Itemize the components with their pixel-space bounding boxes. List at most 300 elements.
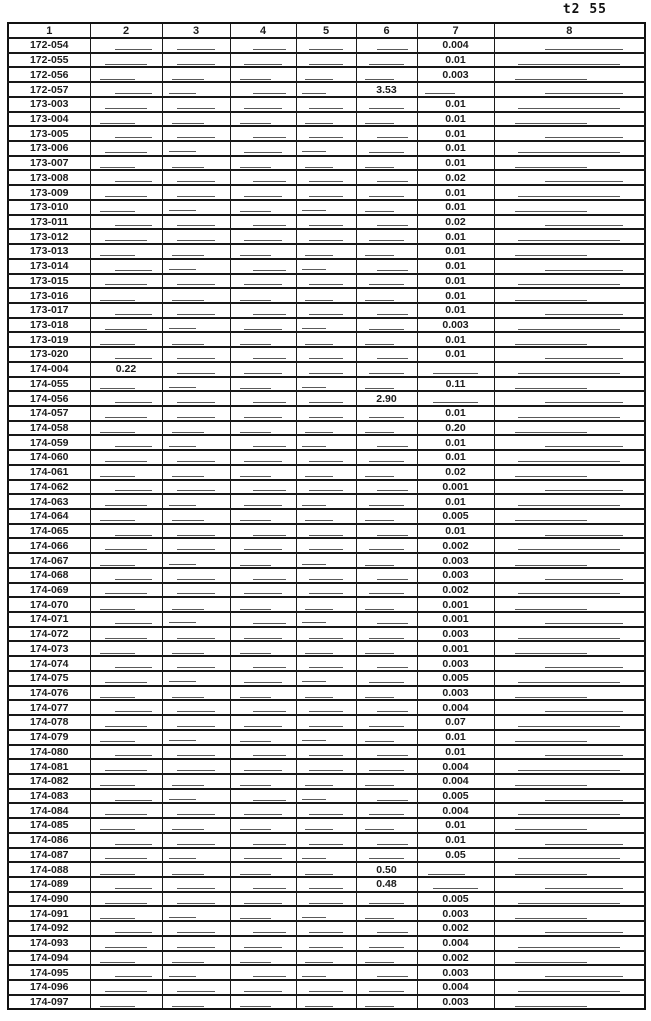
value-cell [90, 921, 162, 936]
value-cell [230, 730, 296, 745]
value-cell [494, 126, 645, 141]
value-cell [230, 553, 296, 568]
value-cell [494, 67, 645, 82]
value-cell: 0.01 [417, 833, 494, 848]
row-id-cell: 173-006 [8, 141, 90, 156]
value-cell [162, 200, 230, 215]
value-cell [230, 362, 296, 377]
value-cell [494, 789, 645, 804]
value-cell: 0.003 [417, 965, 494, 980]
value-cell [162, 818, 230, 833]
value-cell [90, 406, 162, 421]
row-id-cell: 174-089 [8, 877, 90, 892]
table-row [8, 936, 645, 951]
value-cell [90, 597, 162, 612]
value-cell [230, 671, 296, 686]
table-row [8, 112, 645, 127]
value-cell [296, 730, 356, 745]
value-cell [162, 259, 230, 274]
value-cell [90, 170, 162, 185]
value-cell [162, 362, 230, 377]
value-cell [356, 671, 417, 686]
value-cell [230, 244, 296, 259]
value-cell [494, 112, 645, 127]
value-cell: 0.003 [417, 995, 494, 1010]
value-cell: 0.02 [417, 215, 494, 230]
value-cell [162, 494, 230, 509]
row-id-cell: 173-004 [8, 112, 90, 127]
value-cell: 0.01 [417, 200, 494, 215]
value-cell [230, 700, 296, 715]
value-cell [90, 789, 162, 804]
value-cell [494, 274, 645, 289]
value-cell [90, 686, 162, 701]
value-cell [494, 141, 645, 156]
table-row [8, 553, 645, 568]
value-cell [356, 215, 417, 230]
table-row [8, 347, 645, 362]
value-cell [494, 671, 645, 686]
table-row [8, 700, 645, 715]
value-cell [494, 715, 645, 730]
value-cell [230, 112, 296, 127]
value-cell [90, 435, 162, 450]
value-cell: 0.001 [417, 480, 494, 495]
table-row [8, 318, 645, 333]
value-cell [162, 686, 230, 701]
value-cell [356, 538, 417, 553]
value-cell [90, 67, 162, 82]
value-cell: 0.01 [417, 141, 494, 156]
value-cell [296, 774, 356, 789]
value-cell [356, 568, 417, 583]
value-cell [356, 789, 417, 804]
value-cell [296, 494, 356, 509]
row-id-cell: 174-072 [8, 627, 90, 642]
row-id-cell: 174-061 [8, 465, 90, 480]
value-cell [494, 759, 645, 774]
value-cell [494, 303, 645, 318]
value-cell [296, 215, 356, 230]
value-cell [230, 583, 296, 598]
value-cell [494, 215, 645, 230]
value-cell [162, 229, 230, 244]
value-cell [230, 995, 296, 1010]
value-cell [90, 200, 162, 215]
value-cell [296, 67, 356, 82]
value-cell [230, 215, 296, 230]
value-cell [356, 421, 417, 436]
value-cell: 0.07 [417, 715, 494, 730]
table-row [8, 877, 645, 892]
value-cell [230, 686, 296, 701]
value-cell: 0.01 [417, 450, 494, 465]
value-cell [296, 244, 356, 259]
value-cell [494, 995, 645, 1010]
value-cell [356, 465, 417, 480]
value-cell [230, 494, 296, 509]
value-cell [90, 833, 162, 848]
row-id-cell: 173-012 [8, 229, 90, 244]
value-cell [162, 38, 230, 53]
value-cell: 0.01 [417, 818, 494, 833]
table-row [8, 215, 645, 230]
value-cell [356, 435, 417, 450]
value-cell [230, 803, 296, 818]
value-cell [356, 38, 417, 53]
value-cell [494, 597, 645, 612]
value-cell [162, 170, 230, 185]
value-cell [356, 803, 417, 818]
value-cell [296, 759, 356, 774]
value-cell [90, 215, 162, 230]
value-cell [296, 921, 356, 936]
value-cell [494, 38, 645, 53]
value-cell [494, 612, 645, 627]
row-id-cell: 174-095 [8, 965, 90, 980]
value-cell [162, 480, 230, 495]
value-cell [162, 789, 230, 804]
value-cell [296, 141, 356, 156]
value-cell: 0.01 [417, 112, 494, 127]
table-row [8, 568, 645, 583]
value-cell [230, 597, 296, 612]
value-cell [296, 38, 356, 53]
value-cell [356, 656, 417, 671]
value-cell: 0.01 [417, 524, 494, 539]
value-cell [296, 465, 356, 480]
value-cell [494, 156, 645, 171]
row-id-cell: 173-013 [8, 244, 90, 259]
column-header: 6 [356, 23, 417, 38]
row-id-cell: 174-069 [8, 583, 90, 598]
row-id-cell: 174-083 [8, 789, 90, 804]
row-id-cell: 174-055 [8, 377, 90, 392]
value-cell [162, 288, 230, 303]
row-id-cell: 174-077 [8, 700, 90, 715]
value-cell: 0.004 [417, 936, 494, 951]
value-cell [90, 465, 162, 480]
value-cell [90, 862, 162, 877]
value-cell [90, 583, 162, 598]
value-cell [494, 259, 645, 274]
value-cell [494, 627, 645, 642]
value-cell [230, 774, 296, 789]
value-cell [296, 715, 356, 730]
row-id-cell: 174-075 [8, 671, 90, 686]
value-cell [230, 538, 296, 553]
value-cell [356, 686, 417, 701]
value-cell [296, 906, 356, 921]
table-row [8, 97, 645, 112]
value-cell [296, 789, 356, 804]
row-id-cell: 174-096 [8, 980, 90, 995]
value-cell [494, 818, 645, 833]
value-cell [296, 170, 356, 185]
value-cell [230, 715, 296, 730]
row-id-cell: 174-094 [8, 951, 90, 966]
row-id-cell: 174-071 [8, 612, 90, 627]
value-cell [494, 421, 645, 436]
value-cell: 0.01 [417, 229, 494, 244]
column-header: 4 [230, 23, 296, 38]
value-cell [162, 450, 230, 465]
value-cell [90, 656, 162, 671]
column-header: 8 [494, 23, 645, 38]
value-cell [296, 82, 356, 97]
row-id-cell: 174-088 [8, 862, 90, 877]
table-row [8, 288, 645, 303]
row-id-cell: 173-019 [8, 332, 90, 347]
table-row [8, 641, 645, 656]
value-cell [494, 921, 645, 936]
table-row [8, 583, 645, 598]
value-cell: 0.004 [417, 700, 494, 715]
value-cell [296, 524, 356, 539]
value-cell [494, 97, 645, 112]
value-cell [162, 141, 230, 156]
value-cell: 0.20 [417, 421, 494, 436]
row-id-cell: 174-078 [8, 715, 90, 730]
table-row [8, 170, 645, 185]
column-header: 3 [162, 23, 230, 38]
table-row [8, 82, 645, 97]
value-cell [296, 391, 356, 406]
value-cell [162, 583, 230, 598]
value-cell [230, 259, 296, 274]
value-cell [356, 332, 417, 347]
table-row [8, 435, 645, 450]
value-cell [494, 936, 645, 951]
table-row [8, 450, 645, 465]
value-cell [296, 641, 356, 656]
table-row [8, 67, 645, 82]
value-cell [90, 156, 162, 171]
value-cell: 0.002 [417, 921, 494, 936]
table-row [8, 965, 645, 980]
value-cell [356, 965, 417, 980]
table-row [8, 848, 645, 863]
value-cell [162, 892, 230, 907]
value-cell [162, 627, 230, 642]
value-cell [230, 524, 296, 539]
table-row [8, 671, 645, 686]
value-cell [90, 568, 162, 583]
value-cell: 0.003 [417, 627, 494, 642]
table-row [8, 244, 645, 259]
value-cell [90, 141, 162, 156]
value-cell [356, 906, 417, 921]
data-table [7, 22, 646, 1010]
value-cell [356, 494, 417, 509]
value-cell [356, 67, 417, 82]
value-cell [494, 524, 645, 539]
value-cell: 0.01 [417, 53, 494, 68]
value-cell [356, 612, 417, 627]
value-cell [356, 480, 417, 495]
table-body [8, 38, 645, 1009]
row-id-cell: 173-005 [8, 126, 90, 141]
value-cell: 0.01 [417, 259, 494, 274]
column-header: 5 [296, 23, 356, 38]
value-cell [296, 995, 356, 1010]
value-cell [230, 892, 296, 907]
table-row [8, 141, 645, 156]
value-cell [162, 406, 230, 421]
value-cell [494, 450, 645, 465]
value-cell [162, 318, 230, 333]
value-cell [296, 480, 356, 495]
value-cell [162, 53, 230, 68]
value-cell [494, 774, 645, 789]
value-cell [230, 641, 296, 656]
value-cell [162, 951, 230, 966]
column-header: 7 [417, 23, 494, 38]
value-cell [356, 509, 417, 524]
value-cell [90, 759, 162, 774]
value-cell [494, 362, 645, 377]
value-cell [230, 421, 296, 436]
value-cell: 0.01 [417, 745, 494, 760]
row-id-cell: 174-070 [8, 597, 90, 612]
row-id-cell: 173-007 [8, 156, 90, 171]
value-cell [90, 450, 162, 465]
value-cell: 0.003 [417, 553, 494, 568]
value-cell: 0.001 [417, 597, 494, 612]
value-cell [356, 274, 417, 289]
value-cell [494, 848, 645, 863]
value-cell [494, 82, 645, 97]
value-cell [90, 980, 162, 995]
value-cell [90, 641, 162, 656]
value-cell [494, 406, 645, 421]
value-cell: 0.004 [417, 38, 494, 53]
value-cell [90, 524, 162, 539]
value-cell [296, 509, 356, 524]
value-cell: 0.01 [417, 274, 494, 289]
table-row [8, 612, 645, 627]
value-cell [90, 332, 162, 347]
value-cell [90, 995, 162, 1010]
row-id-cell: 173-014 [8, 259, 90, 274]
value-cell: 0.01 [417, 288, 494, 303]
row-id-cell: 172-057 [8, 82, 90, 97]
value-cell [162, 715, 230, 730]
value-cell [296, 303, 356, 318]
value-cell [494, 862, 645, 877]
value-cell [162, 833, 230, 848]
value-cell [90, 244, 162, 259]
value-cell [494, 288, 645, 303]
value-cell [162, 597, 230, 612]
row-id-cell: 174-004 [8, 362, 90, 377]
value-cell: 0.01 [417, 406, 494, 421]
value-cell [494, 553, 645, 568]
value-cell [162, 656, 230, 671]
value-cell: 0.003 [417, 686, 494, 701]
value-cell [494, 170, 645, 185]
value-cell: 0.01 [417, 126, 494, 141]
table-row [8, 509, 645, 524]
value-cell [296, 53, 356, 68]
row-id-cell: 174-074 [8, 656, 90, 671]
value-cell [356, 377, 417, 392]
value-cell [296, 686, 356, 701]
value-cell [230, 612, 296, 627]
value-cell [356, 170, 417, 185]
value-cell [230, 318, 296, 333]
table-row [8, 730, 645, 745]
value-cell [296, 656, 356, 671]
value-cell [417, 877, 494, 892]
table-row [8, 906, 645, 921]
value-cell [162, 671, 230, 686]
value-cell [296, 818, 356, 833]
value-cell [230, 53, 296, 68]
value-cell [230, 862, 296, 877]
value-cell: 0.01 [417, 244, 494, 259]
value-cell: 0.001 [417, 641, 494, 656]
table-row [8, 538, 645, 553]
table-row [8, 789, 645, 804]
value-cell [162, 303, 230, 318]
value-cell [230, 347, 296, 362]
row-id-cell: 174-056 [8, 391, 90, 406]
row-id-cell: 172-055 [8, 53, 90, 68]
value-cell [90, 509, 162, 524]
value-cell [296, 583, 356, 598]
value-cell [356, 524, 417, 539]
value-cell [90, 715, 162, 730]
value-cell [356, 156, 417, 171]
value-cell [356, 303, 417, 318]
value-cell [230, 465, 296, 480]
value-cell [494, 332, 645, 347]
value-cell [90, 671, 162, 686]
value-cell [230, 38, 296, 53]
value-cell [356, 936, 417, 951]
value-cell [90, 494, 162, 509]
value-cell [90, 906, 162, 921]
value-cell [494, 229, 645, 244]
value-cell [90, 97, 162, 112]
value-cell [90, 612, 162, 627]
value-cell: 0.005 [417, 671, 494, 686]
value-cell [230, 229, 296, 244]
value-cell [90, 347, 162, 362]
value-cell [90, 951, 162, 966]
value-cell [90, 318, 162, 333]
value-cell [417, 391, 494, 406]
value-cell: 3.53 [356, 82, 417, 97]
value-cell [230, 568, 296, 583]
row-id-cell: 174-090 [8, 892, 90, 907]
value-cell [417, 862, 494, 877]
value-cell [356, 627, 417, 642]
value-cell [494, 700, 645, 715]
value-cell [296, 112, 356, 127]
value-cell [162, 980, 230, 995]
value-cell [356, 700, 417, 715]
table-row [8, 362, 645, 377]
value-cell: 0.22 [90, 362, 162, 377]
table-row [8, 377, 645, 392]
row-id-cell: 174-059 [8, 435, 90, 450]
row-id-cell: 173-018 [8, 318, 90, 333]
value-cell [356, 848, 417, 863]
value-cell [230, 141, 296, 156]
value-cell [162, 156, 230, 171]
